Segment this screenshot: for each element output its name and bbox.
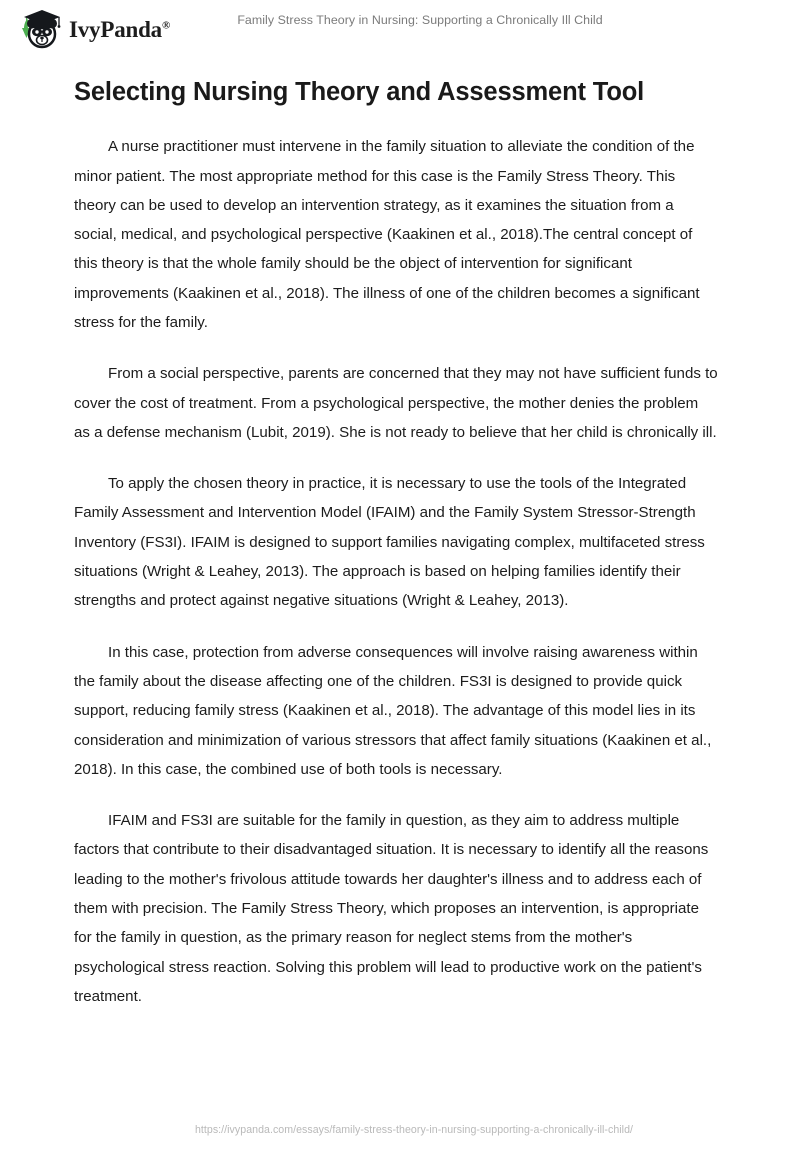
body-paragraph: From a social perspective, parents are concerned that they may not have sufficient funds to cover the cost of treatment. From a psychological perspective, the mother denies the problem as a defense mechanism (Lubit, 2019). She is not ready to believe that her child is chronically ill. [74,365,718,441]
page-footer [0,1120,800,1138]
registered-trademark-icon: ® [161,18,171,31]
body-paragraph: In this case, protection from adverse consequences will involve raising awareness within the family about the disease affecting one of the children. FS3I is designed to provide quick support, reducing family stress (Kaakinen et al., 2018). The advantage of this model lies in its consideration and minimization of various stressors that affect family situations (Kaakinen et al., 2018). In this case, the combined use of both tools is necessary. [74,643,712,778]
document-header-title: Family Stress Theory in Nursing: Supporting a Chronically Ill Child [237,13,603,27]
article-body [74,74,718,1011]
body-paragraph: A nurse practitioner must intervene in the family situation to alleviate the condition of the minor patient. The most appropriate method for this case is the Family Stress Theory. This theory can be used to develop an intervention strategy, as it examines the situation from a social, medical, and psychological perspective (Kaakinen et al., 2018).The central concept of this theory is that the whole family should be the object of intervention for significant improvements (Kaakinen et al., 2018). The illness of one of the children becomes a significant stress for the family. [74,138,700,331]
brand-name-text: IvyPanda [69,16,162,42]
source-url-link[interactable]: https://ivypanda.com/essays/family-stress-theory-in-nursing-supporting-a-chronically-ill-child/ [194,1124,634,1136]
page-header [0,0,800,58]
body-paragraph: To apply the chosen theory in practice, it is necessary to use the tools of the Integrated Family Assessment and Intervention Model (IFAIM) and the Family System Stressor-Strength Inventory (FS3I). IFAIM is designed to support families navigating complex, multifaceted stress situations (Wright & Leahey, 2013). The approach is based on helping families identify their strengths and protect against negative situations (Wright & Leahey, 2013). [74,475,705,610]
body-paragraph: IFAIM and FS3I are suitable for the family in question, as they aim to address multiple factors that contribute to their disadvantaged situation. It is necessary to identify all the reasons leading to the mother's frivolous attitude towards her daughter's illness and to address each of them with precision. The Family Stress Theory, which proposes an intervention, is appropriate for the family in question, as the primary reason for neglect stems from the mother's psychological stress reaction. Solving this problem will lead to productive work on the patient's treatment. [74,812,709,1005]
page-title: Selecting Nursing Theory and Assessment Tool [74,78,645,106]
